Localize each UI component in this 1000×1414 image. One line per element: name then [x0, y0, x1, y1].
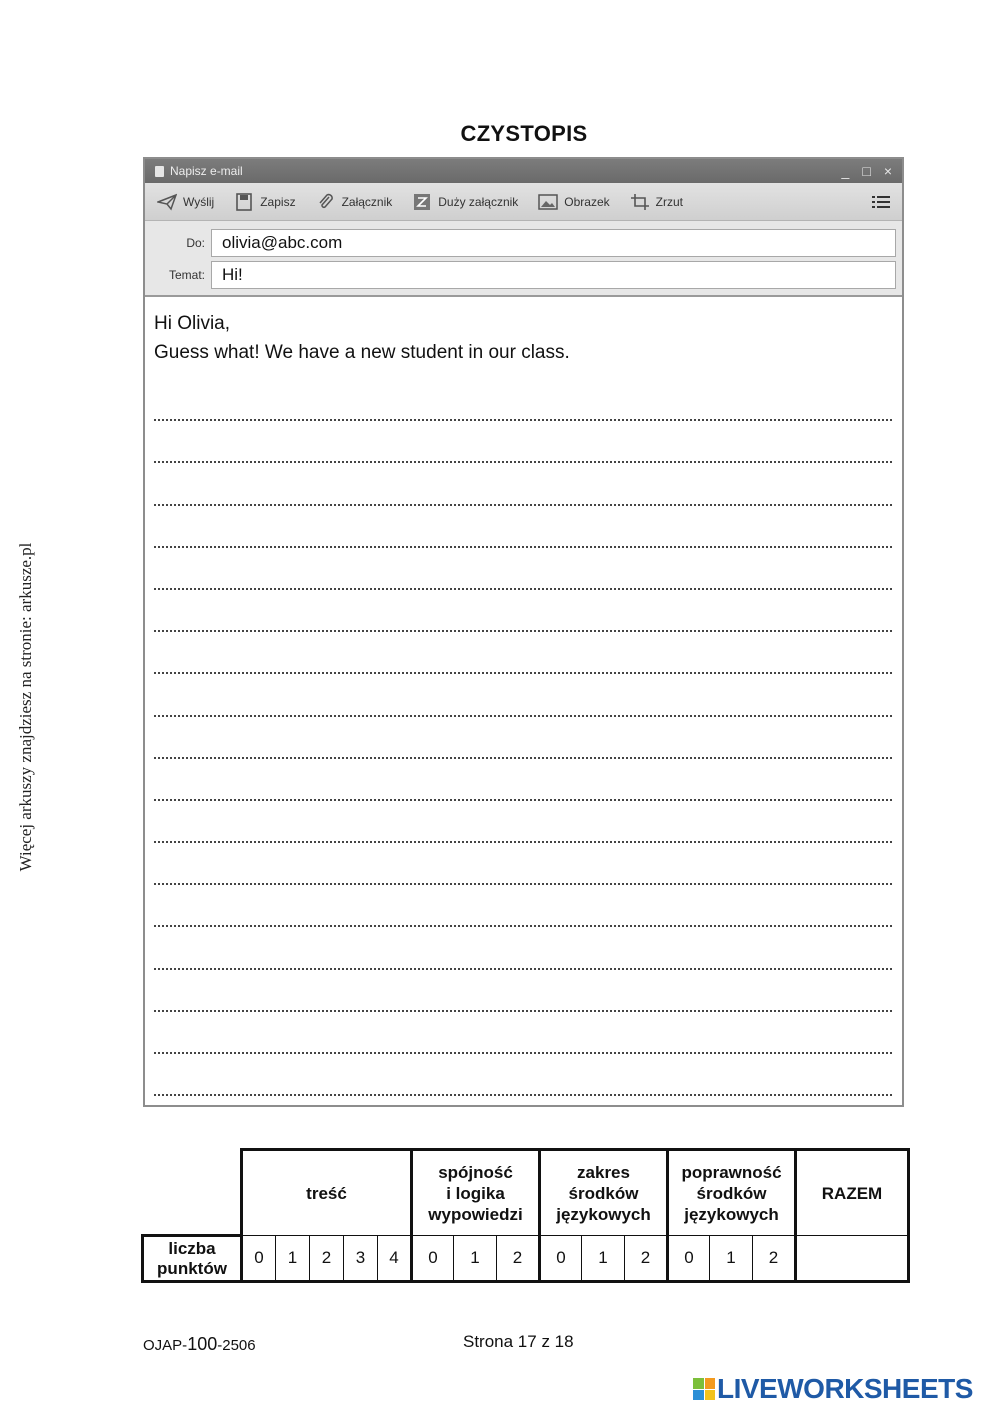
points-cell[interactable]: 0	[412, 1236, 454, 1282]
points-cell[interactable]: 3	[344, 1236, 378, 1282]
body-line: Hi Olivia,	[154, 313, 231, 334]
large-attachment-button[interactable]	[412, 193, 518, 211]
header-line: środków	[568, 1183, 639, 1203]
crop-icon	[630, 193, 650, 211]
header-line: i logika	[446, 1183, 505, 1203]
send-label: Wyślij	[183, 194, 215, 209]
menu-icon[interactable]	[872, 194, 890, 210]
writing-line[interactable]	[154, 590, 892, 632]
save-label: Zapisz	[260, 194, 296, 209]
email-body[interactable]	[145, 297, 902, 1096]
page-title: CZYSTOPIS	[460, 121, 588, 146]
header-tresc	[242, 1150, 412, 1236]
points-cell[interactable]: 2	[625, 1236, 668, 1282]
exam-code-prefix: OJAP-	[143, 1337, 188, 1354]
points-cell[interactable]: 2	[497, 1236, 540, 1282]
razem-cell[interactable]	[796, 1236, 909, 1282]
header-line: spójność	[438, 1162, 513, 1182]
points-cell[interactable]: 1	[454, 1236, 497, 1282]
page-number: Strona 17 z 18	[463, 1332, 574, 1351]
screenshot-label: Zrzut	[655, 194, 683, 209]
header-line: poprawność	[681, 1162, 782, 1182]
liveworksheets-brand	[693, 1373, 973, 1405]
header-line: wypowiedzi	[428, 1204, 523, 1224]
send-icon	[157, 193, 177, 211]
email-window	[143, 157, 904, 1107]
exam-code-main: 100	[187, 1334, 218, 1354]
points-cell[interactable]: 0	[242, 1236, 276, 1282]
row-label-line: liczba	[168, 1238, 216, 1258]
score-table	[141, 1148, 910, 1283]
row-label-line: punktów	[157, 1258, 227, 1278]
writing-lines	[154, 379, 892, 1096]
email-header	[145, 221, 902, 297]
header-razem	[796, 1150, 909, 1236]
writing-line[interactable]	[154, 885, 892, 927]
points-cell[interactable]: 4	[378, 1236, 412, 1282]
row-label-points	[143, 1236, 242, 1282]
header-line: językowych	[684, 1204, 779, 1224]
points-cell[interactable]: 1	[276, 1236, 310, 1282]
header-line: RAZEM	[821, 1183, 883, 1203]
screenshot-button[interactable]	[630, 193, 683, 211]
subject-row	[145, 259, 902, 291]
side-note: Więcej arkuszy znajdziesz na stronie: arkusze.pl	[16, 542, 35, 872]
writing-line[interactable]	[154, 421, 892, 463]
email-toolbar	[145, 183, 902, 221]
zip-icon	[412, 193, 432, 211]
to-field[interactable]: olivia@abc.com	[211, 229, 896, 257]
writing-line[interactable]	[154, 379, 892, 421]
writing-line[interactable]	[154, 1054, 892, 1096]
writing-line[interactable]	[154, 970, 892, 1012]
window-title: Napisz e-mail	[170, 164, 243, 178]
header-line: językowych	[556, 1204, 651, 1224]
image-button[interactable]	[538, 193, 609, 211]
save-button[interactable]	[234, 193, 295, 211]
exam-code	[143, 1334, 256, 1355]
blank-cell	[143, 1150, 242, 1236]
writing-line[interactable]	[154, 927, 892, 969]
writing-line[interactable]	[154, 506, 892, 548]
points-cell[interactable]: 1	[582, 1236, 625, 1282]
attachment-label: Załącznik	[341, 194, 393, 209]
header-line: środków	[696, 1183, 767, 1203]
to-row	[145, 227, 902, 259]
writing-line[interactable]	[154, 548, 892, 590]
image-label: Obrazek	[564, 194, 610, 209]
window-controls	[842, 163, 892, 179]
to-label: Do:	[186, 236, 205, 250]
maximize-icon[interactable]: □	[862, 163, 871, 179]
points-cell[interactable]: 2	[753, 1236, 796, 1282]
header-line: zakres	[577, 1162, 630, 1182]
close-icon[interactable]: ×	[883, 163, 892, 179]
subject-field[interactable]: Hi!	[211, 261, 896, 289]
header-poprawnosc	[668, 1150, 796, 1236]
writing-line[interactable]	[154, 674, 892, 716]
liveworksheets-logo-icon	[693, 1378, 715, 1400]
points-cell[interactable]: 0	[540, 1236, 582, 1282]
writing-line[interactable]	[154, 632, 892, 674]
document-icon	[155, 166, 164, 177]
minimize-icon[interactable]: _	[841, 163, 850, 179]
exam-code-suffix: -2506	[217, 1337, 256, 1354]
brand-name: LIVEWORKSHEETS	[717, 1373, 973, 1404]
points-cell[interactable]: 0	[668, 1236, 710, 1282]
points-cell[interactable]: 2	[310, 1236, 344, 1282]
writing-line[interactable]	[154, 843, 892, 885]
large-attachment-label: Duży załącznik	[438, 194, 519, 209]
image-icon	[538, 193, 558, 211]
writing-line[interactable]	[154, 463, 892, 505]
points-cell[interactable]: 1	[710, 1236, 753, 1282]
header-line: treść	[306, 1183, 347, 1203]
send-button[interactable]	[157, 193, 214, 211]
writing-line[interactable]	[154, 759, 892, 801]
paperclip-icon	[316, 193, 336, 211]
subject-label: Temat:	[168, 268, 205, 282]
header-spojnosc	[412, 1150, 540, 1236]
writing-line[interactable]	[154, 801, 892, 843]
window-titlebar	[145, 159, 902, 183]
header-zakres	[540, 1150, 668, 1236]
attachment-button[interactable]	[316, 193, 393, 211]
writing-line[interactable]	[154, 1012, 892, 1054]
save-icon	[234, 193, 254, 211]
body-line: Guess what! We have a new student in our class.	[154, 342, 570, 363]
writing-line[interactable]	[154, 717, 892, 759]
